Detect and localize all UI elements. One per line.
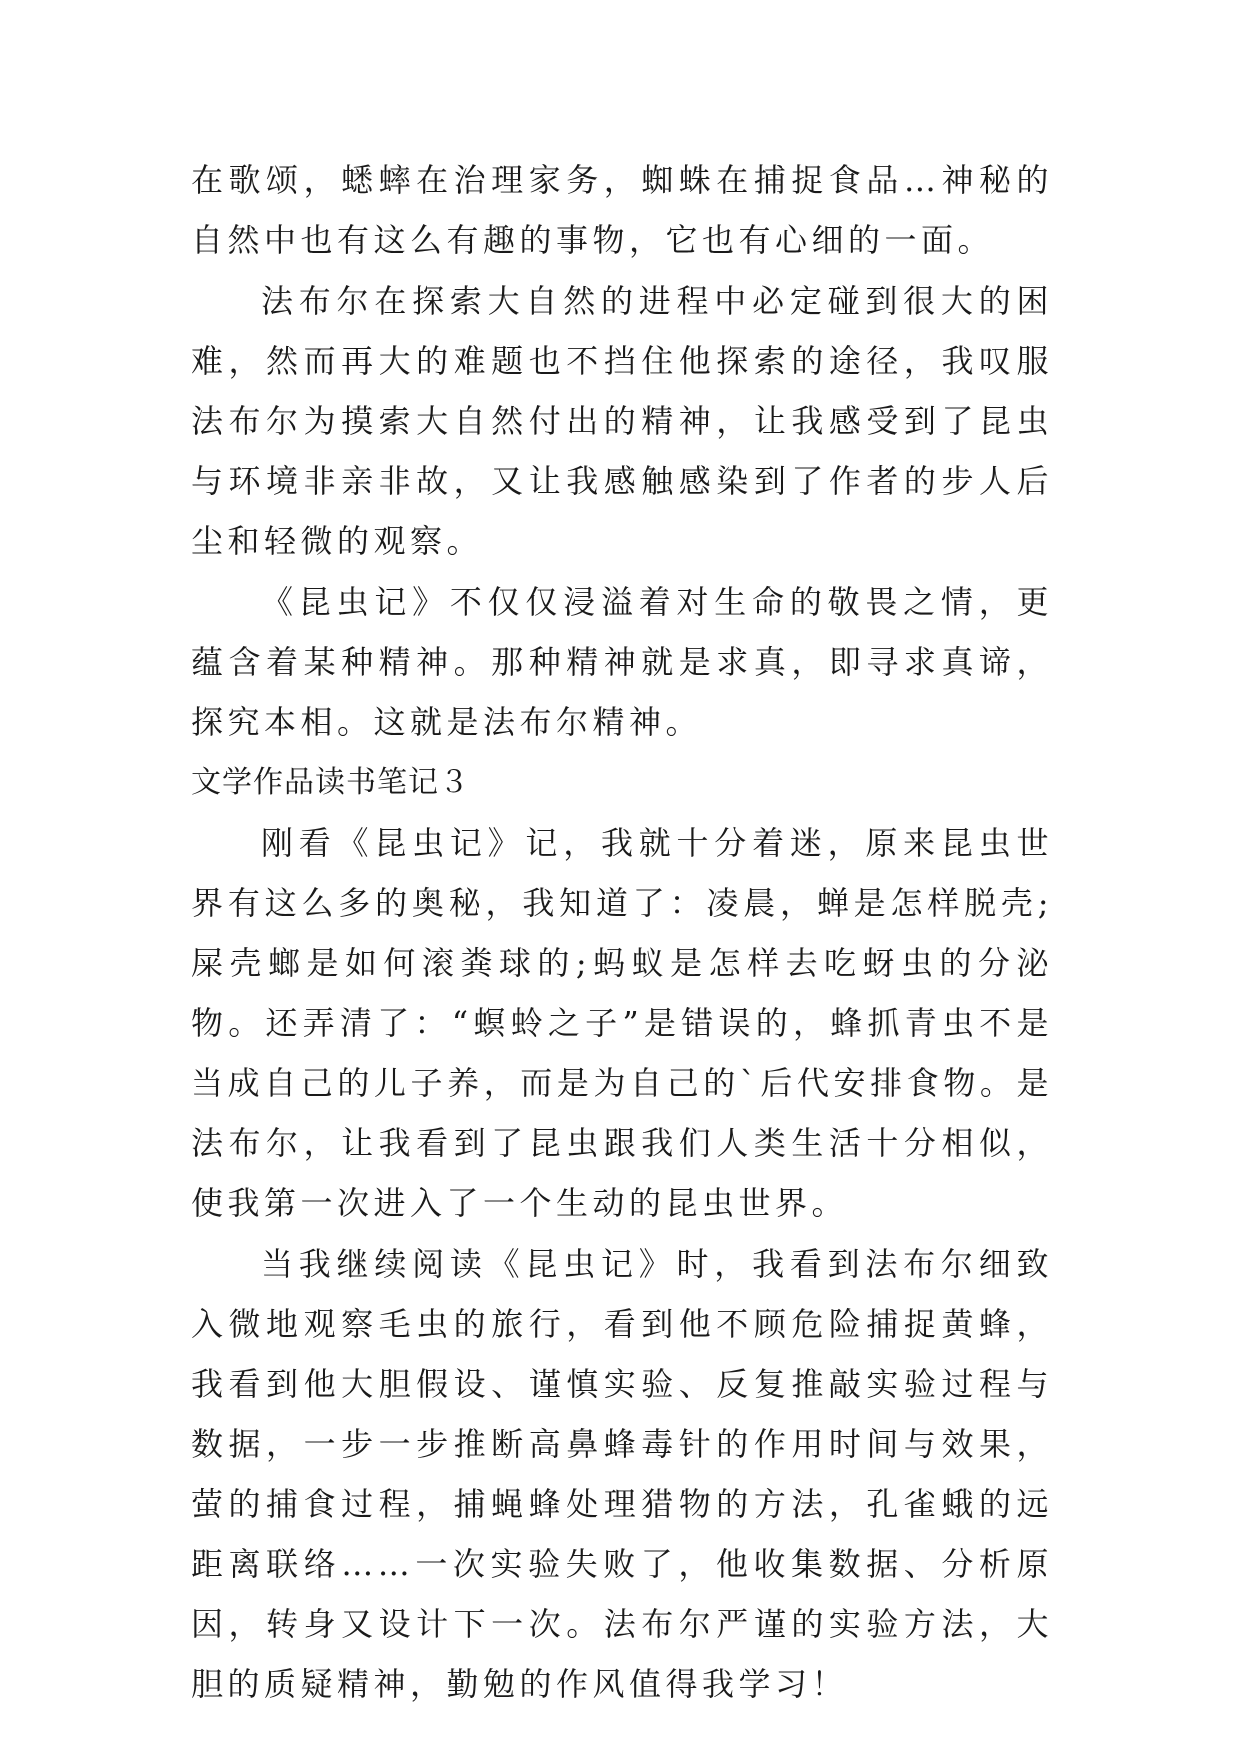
paragraph-fabre-exploration: 法布尔在探索大自然的进程中必定碰到很大的困难，然而再大的难题也不挡住他探索的途径，我叹服法布尔为摸索大自然付出的精神，让我感受到了昆虫与环境非亲非故，又让我感触感染到了作者的步人后尘和轻微的观察。: [191, 282, 1053, 560]
paragraph-first-reading: 刚看《昆虫记》记，我就十分着迷，原来昆虫世界有这么多的奥秘，我知道了：凌晨，蝉是怎样脱壳;屎壳螂是如何滚粪球的;蚂蚁是怎样去吃蚜虫的分泌物。还弄清了：“螟蛉之子”是错误的，蜂抓青虫不是当成自己的儿子养，而是为自己的`后代安排食物。是法布尔，让我看到了昆虫跟我们人类生活十分相似，使我第一次进入了一个生动的昆虫世界。: [191, 824, 1053, 1222]
paragraph-fabre-spirit: 《昆虫记》不仅仅浸溢着对生命的敬畏之情，更蕴含着某种精神。那种精神就是求真，即寻求真谛，探究本相。这就是法布尔精神。: [191, 583, 1053, 741]
section-heading: 文学作品读书笔记３: [191, 765, 470, 800]
document-body: [191, 150, 1053, 1715]
paragraph-continued-reading: 当我继续阅读《昆虫记》时，我看到法布尔细致入微地观察毛虫的旅行，看到他不顾危险捕捉黄蜂，我看到他大胆假设、谨慎实验、反复推敲实验过程与数据，一步一步推断高鼻蜂毒针的作用时间与效果，萤的捕食过程，捕蝇蜂处理猎物的方法，孔雀蛾的远距离联络……一次实验失败了，他收集数据、分析原因，转身又设计下一次。法布尔严谨的实验方法，大胆的质疑精神，勤勉的作风值得我学习！: [191, 1245, 1053, 1703]
paragraph-continued-intro: 在歌颂，蟋蟀在治理家务，蜘蛛在捕捉食品…神秘的自然中也有这么有趣的事物，它也有心细的一面。: [191, 161, 1053, 259]
